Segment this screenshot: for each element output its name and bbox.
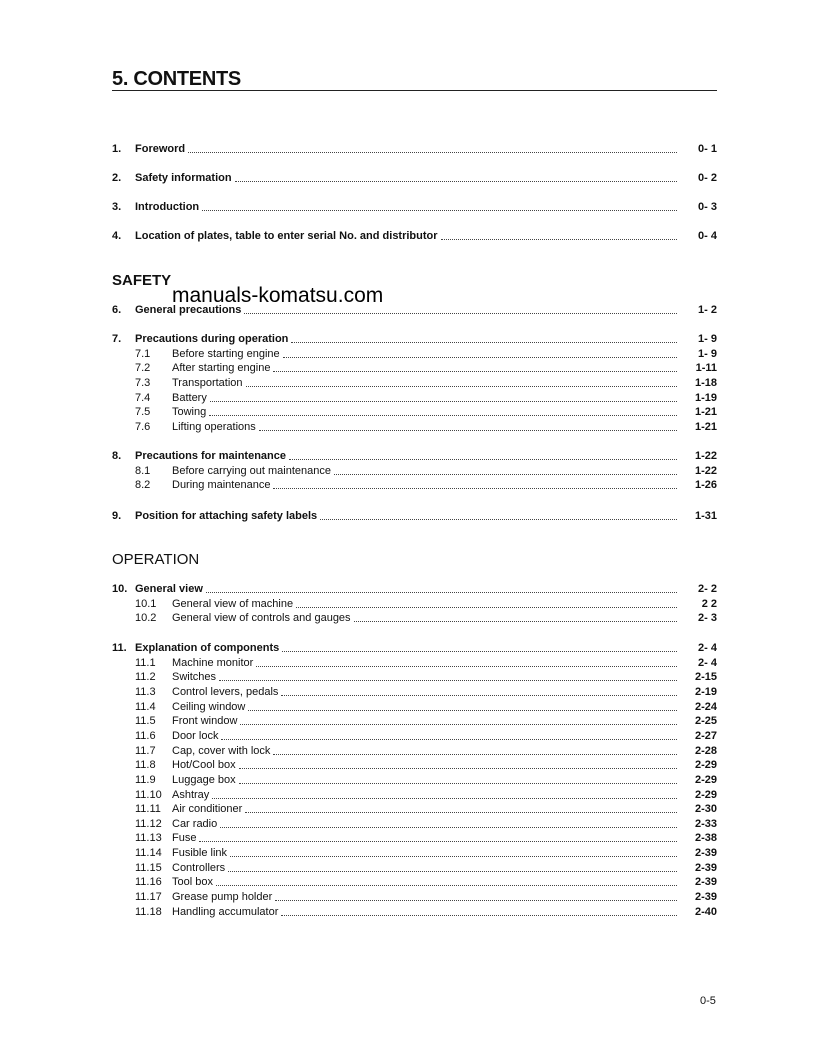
toc-entry [112,729,717,743]
entry-number: 7.1 [135,347,151,360]
entry-page: 1-22 [694,464,717,477]
entry-page: 1-21 [694,420,717,433]
dot-leader [291,342,677,343]
entry-title: Precautions during operation [135,333,289,345]
toc-entry [112,831,717,845]
entry-number: 10. [112,583,128,595]
entry-page: 0- 1 [698,143,717,155]
entry-number: 4. [112,230,122,242]
toc-entry [112,890,717,904]
page-number: 0-5 [700,995,716,1007]
section-heading: OPERATION [112,551,200,568]
entry-title: Ashtray [172,788,210,801]
dot-leader [210,401,677,402]
entry-title: General view of machine [172,597,294,610]
entry-number: 7.4 [135,391,151,404]
entry-number: 7.2 [135,362,151,375]
page-title: 5. CONTENTS [112,68,241,90]
dot-leader [219,680,677,681]
dot-leader [235,181,677,182]
entry-page: 1-18 [694,376,717,389]
entry-title: Introduction [135,201,200,213]
toc-entry [112,773,717,787]
entry-number: 9. [112,510,122,522]
entry-page: 1-26 [694,479,717,492]
entry-title: Foreword [135,143,186,155]
entry-title: General precautions [135,304,242,316]
entry-title: Grease pump holder [172,891,273,904]
entry-number: 11.4 [135,700,156,713]
toc-entry [112,817,717,831]
entry-page: 2-24 [694,700,717,713]
entry-title: Ceiling window [172,700,246,713]
entry-title: Tool box [172,876,213,889]
toc-entry [112,464,717,478]
entry-page: 2- 4 [698,656,717,669]
toc-entry [112,700,717,714]
dot-leader [256,666,677,667]
dot-leader [334,474,677,475]
dot-leader [281,915,677,916]
dot-leader [273,371,677,372]
entry-page: 2-19 [694,685,717,698]
entry-page: 2- 2 [698,583,717,595]
entry-title: Precautions for maintenance [135,450,286,462]
entry-title: Fusible link [172,847,228,860]
toc-entry [112,391,717,405]
entry-title: Switches [172,671,217,684]
entry-number: 11.10 [135,788,162,801]
entry-page: 1-22 [694,450,717,462]
entry-title: Fuse [172,832,197,845]
entry-number: 11.3 [135,685,156,698]
entry-number: 11.1 [135,656,156,669]
entry-number: 11.15 [135,861,162,874]
dot-leader [441,239,677,240]
entry-title: Front window [172,715,238,728]
dot-leader [246,386,677,387]
entry-title: Controllers [172,861,226,874]
entry-page: 2-29 [694,788,717,801]
entry-number: 7. [112,333,122,345]
entry-page: 1-11 [695,362,717,375]
entry-number: 11.9 [135,773,156,786]
dot-leader [354,621,677,622]
entry-title: General view [135,583,203,595]
toc-entry [112,670,717,684]
toc-entry [112,905,717,919]
entry-number: 11.11 [135,803,161,816]
title-rule [112,90,717,91]
toc-entry [112,361,717,375]
dot-leader [199,841,677,842]
entry-title: Luggage box [172,773,236,786]
toc-entry [112,641,717,655]
entry-title: Air conditioner [172,803,243,816]
toc-entry [112,142,717,156]
toc-entry [112,802,717,816]
entry-number: 11.18 [135,905,162,918]
entry-number: 8. [112,450,122,462]
entry-page: 2-15 [694,671,717,684]
dot-leader [320,519,677,520]
toc-entry [112,846,717,860]
entry-page: 2-38 [694,832,717,845]
entry-page: 1- 2 [698,304,717,316]
entry-number: 11.6 [135,729,156,742]
entry-page: 2-28 [694,744,717,757]
toc-entry [112,582,717,596]
dot-leader [289,459,677,460]
entry-number: 2. [112,172,122,184]
toc-entry [112,744,717,758]
entry-number: 10.1 [135,597,157,610]
entry-number: 11. [112,642,127,654]
entry-page: 2-39 [694,891,717,904]
entry-title: Car radio [172,817,218,830]
toc-entry [112,509,717,523]
entry-number: 7.6 [135,420,151,433]
entry-number: 7.5 [135,406,151,419]
entry-title: Control levers, pedals [172,685,279,698]
dot-leader [228,871,677,872]
dot-leader [244,313,677,314]
entry-title: Lifting operations [172,420,256,433]
entry-title: After starting engine [172,362,271,375]
entry-page: 2- 3 [698,612,717,625]
toc-entry [112,376,717,390]
entry-title: Cap, cover with lock [172,744,271,757]
toc-entry [112,303,717,317]
entry-page: 2-29 [694,773,717,786]
entry-page: 1- 9 [698,347,717,360]
watermark: manuals-komatsu.com [172,284,384,307]
entry-number: 11.7 [135,744,156,757]
entry-number: 6. [112,304,122,316]
entry-page: 0- 4 [698,230,717,242]
entry-page: 2-25 [694,715,717,728]
toc-entry [112,449,717,463]
entry-page: 2-29 [694,759,717,772]
entry-title: Battery [172,391,207,404]
entry-page: 2-33 [694,817,717,830]
entry-title: Machine monitor [172,656,254,669]
entry-number: 11.8 [135,759,156,772]
toc-entry [112,861,717,875]
entry-number: 8.1 [135,464,151,477]
dot-leader [239,783,677,784]
toc-entry [112,758,717,772]
toc-entry [112,171,717,185]
entry-page: 2-40 [694,905,717,918]
dot-leader [220,827,677,828]
entry-page: 2-39 [694,861,717,874]
entry-title: Position for attaching safety labels [135,510,318,522]
entry-title: Safety information [135,172,232,184]
entry-page: 2-39 [694,847,717,860]
entry-page: 1-21 [694,406,717,419]
toc-entry [112,788,717,802]
dot-leader [296,607,677,608]
entry-number: 3. [112,201,122,213]
entry-page: 2-27 [694,729,717,742]
entry-number: 8.2 [135,479,151,492]
entry-title: Explanation of components [135,642,280,654]
toc-entry [112,656,717,670]
toc-entry [112,332,717,346]
entry-page: 2 2 [701,597,717,610]
dot-leader [281,695,677,696]
dot-leader [275,900,677,901]
entry-number: 11.16 [135,876,162,889]
entry-title: During maintenance [172,479,271,492]
toc-entry [112,200,717,214]
toc-entry [112,685,717,699]
entry-page: 1- 9 [698,333,717,345]
dot-leader [209,415,677,416]
entry-title: Towing [172,406,207,419]
dot-leader [216,885,677,886]
toc-entry [112,478,717,492]
entry-title: Location of plates, table to enter serial No. and distributor [135,230,438,242]
entry-page: 2-30 [694,803,717,816]
dot-leader [259,430,677,431]
entry-title: Before starting engine [172,347,280,360]
toc-entry [112,420,717,434]
entry-page: 2- 4 [698,642,717,654]
entry-number: 7.3 [135,376,151,389]
entry-title: Handling accumulator [172,905,279,918]
entry-page: 0- 3 [698,201,717,213]
toc-entry [112,714,717,728]
entry-number: 11.17 [135,891,162,904]
entry-page: 2-39 [694,876,717,889]
dot-leader [273,754,677,755]
dot-leader [240,724,677,725]
entry-page: 0- 2 [698,172,717,184]
entry-title: Before carrying out maintenance [172,464,331,477]
dot-leader [206,592,677,593]
dot-leader [221,739,677,740]
toc-entry [112,611,717,625]
entry-number: 11.14 [135,847,162,860]
toc-entry [112,229,717,243]
dot-leader [248,710,677,711]
entry-title: Hot/Cool box [172,759,236,772]
entry-number: 11.2 [135,671,156,684]
entry-number: 1. [112,143,122,155]
dot-leader [188,152,677,153]
entry-page: 1-31 [694,510,717,522]
dot-leader [245,812,677,813]
toc-entry [112,875,717,889]
entry-title: Door lock [172,729,219,742]
entry-title: General view of controls and gauges [172,612,351,625]
dot-leader [239,768,677,769]
toc-entry [112,347,717,361]
entry-number: 10.2 [135,612,157,625]
entry-number: 11.12 [135,817,162,830]
dot-leader [282,651,677,652]
toc-entry [112,405,717,419]
entry-number: 11.13 [135,832,162,845]
toc-entry [112,597,717,611]
dot-leader [230,856,677,857]
dot-leader [212,798,677,799]
dot-leader [283,357,677,358]
entry-page: 1-19 [694,391,717,404]
section-heading: SAFETY [112,272,172,289]
dot-leader [202,210,677,211]
dot-leader [273,488,677,489]
entry-title: Transportation [172,376,243,389]
entry-number: 11.5 [135,715,156,728]
